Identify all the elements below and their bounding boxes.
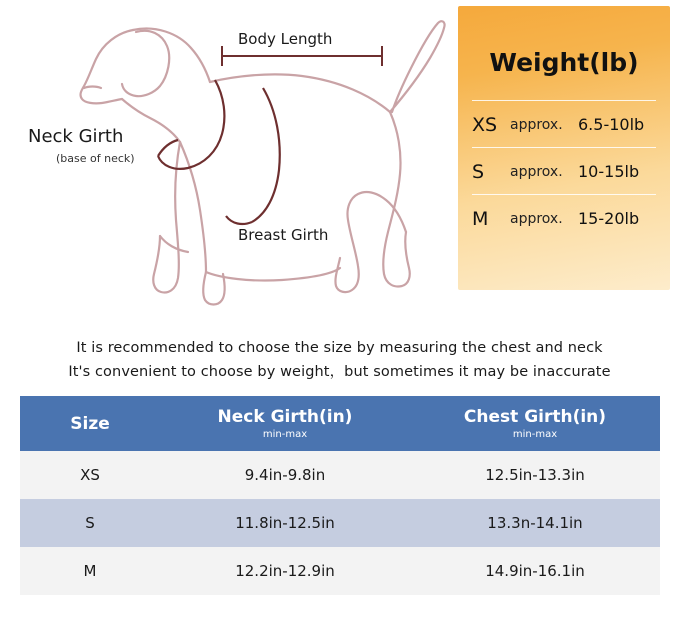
table-row bbox=[20, 547, 660, 595]
recommendation-line-1: It is recommended to choose the size by measuring the chest and neck bbox=[76, 340, 603, 356]
cell-neck: 9.4in-9.8in bbox=[160, 451, 410, 499]
cell-chest: 13.3n-14.1in bbox=[410, 499, 660, 547]
weight-approx: approx. bbox=[510, 210, 563, 227]
column-header-neck-sub: min-max bbox=[262, 429, 308, 440]
cell-size: S bbox=[20, 499, 160, 547]
cell-chest: 14.9in-16.1in bbox=[410, 547, 660, 595]
column-header-chest-main: Chest Girth(in) bbox=[463, 407, 607, 427]
weight-row bbox=[472, 100, 656, 148]
neck-girth-label: Neck Girth bbox=[28, 126, 124, 147]
weight-value: 10-15lb bbox=[578, 162, 640, 181]
breast-girth-label: Breast Girth bbox=[238, 226, 329, 244]
weight-panel-title: Weight(lb) bbox=[489, 48, 639, 77]
cell-size: XS bbox=[20, 451, 160, 499]
cell-size: M bbox=[20, 547, 160, 595]
column-header-neck-main: Neck Girth(in) bbox=[217, 407, 353, 427]
weight-size: S bbox=[472, 160, 485, 183]
weight-value: 15-20lb bbox=[578, 209, 640, 228]
size-chart-table bbox=[20, 396, 660, 595]
column-header-size bbox=[20, 396, 160, 451]
column-header-chest-sub: min-max bbox=[512, 429, 558, 440]
column-header-neck-girth bbox=[160, 396, 410, 451]
table-row bbox=[20, 499, 660, 547]
weight-size: XS bbox=[472, 113, 498, 136]
weight-approx: approx. bbox=[510, 116, 563, 133]
column-header-size-main: Size bbox=[70, 413, 110, 434]
recommendation-text bbox=[0, 336, 679, 384]
recommendation-line-2: It's convenient to choose by weight，but sometimes it may be inaccurate bbox=[68, 364, 611, 380]
neck-girth-measure-loop bbox=[158, 80, 224, 169]
cell-neck: 11.8in-12.5in bbox=[160, 499, 410, 547]
neck-girth-sublabel: (base of neck) bbox=[56, 152, 135, 165]
table-row bbox=[20, 451, 660, 499]
weight-size: M bbox=[472, 207, 489, 230]
table-header-row bbox=[20, 396, 660, 451]
weight-value: 6.5-10lb bbox=[578, 115, 645, 134]
body-length-measure-line bbox=[222, 46, 382, 66]
weight-approx: approx. bbox=[510, 163, 563, 180]
weight-row bbox=[472, 147, 656, 195]
breast-girth-measure-loop bbox=[226, 88, 280, 224]
body-length-label: Body Length bbox=[238, 30, 333, 48]
column-header-chest-girth bbox=[410, 396, 660, 451]
cell-neck: 12.2in-12.9in bbox=[160, 547, 410, 595]
weight-row bbox=[472, 194, 656, 242]
cell-chest: 12.5in-13.3in bbox=[410, 451, 660, 499]
weight-panel bbox=[458, 6, 670, 290]
